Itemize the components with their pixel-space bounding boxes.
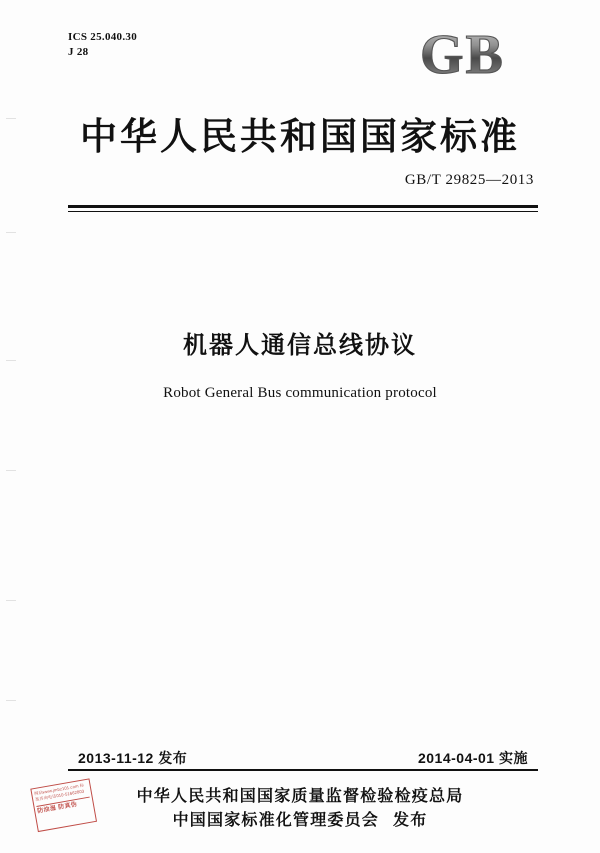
margin-tick <box>6 360 16 361</box>
classification-block <box>68 30 137 60</box>
publisher-authority: 中华人民共和国国家质量监督检验检疫总局 <box>136 788 464 805</box>
margin-tick <box>6 232 16 233</box>
footer-rule <box>68 769 538 771</box>
publisher-committee: 中国国家标准化管理委员会 <box>172 812 379 829</box>
issue-date: 2013-11-12 发布 <box>78 750 188 766</box>
document-title-chinese: 机器人通信总线协议 <box>183 332 417 359</box>
gb-logo-icon <box>418 24 538 82</box>
margin-tick <box>6 600 16 601</box>
svg-text:GB: GB <box>420 24 505 82</box>
standard-number: GB/T 29825—2013 <box>404 172 534 188</box>
header-rule-thick <box>68 205 538 208</box>
ics-code: ICS 25.040.30 <box>68 31 137 43</box>
seal-text: 网站www.jmbz101.com 标准咨询电话010-51662803 <box>33 782 85 803</box>
margin-tick <box>6 470 16 471</box>
margin-tick <box>6 700 16 701</box>
national-standard-title: 中华人民共和国国家标准 <box>80 116 520 157</box>
seal-emphasis: 防油湿 防真伪 <box>36 797 91 815</box>
effective-date: 2014-04-01 实施 <box>417 750 528 766</box>
document-title-english: Robot General Bus communication protocol <box>163 385 437 401</box>
publisher-release-label: 发布 <box>393 812 428 829</box>
ccs-code: J 28 <box>68 46 89 58</box>
header-rule-thin <box>68 211 538 212</box>
